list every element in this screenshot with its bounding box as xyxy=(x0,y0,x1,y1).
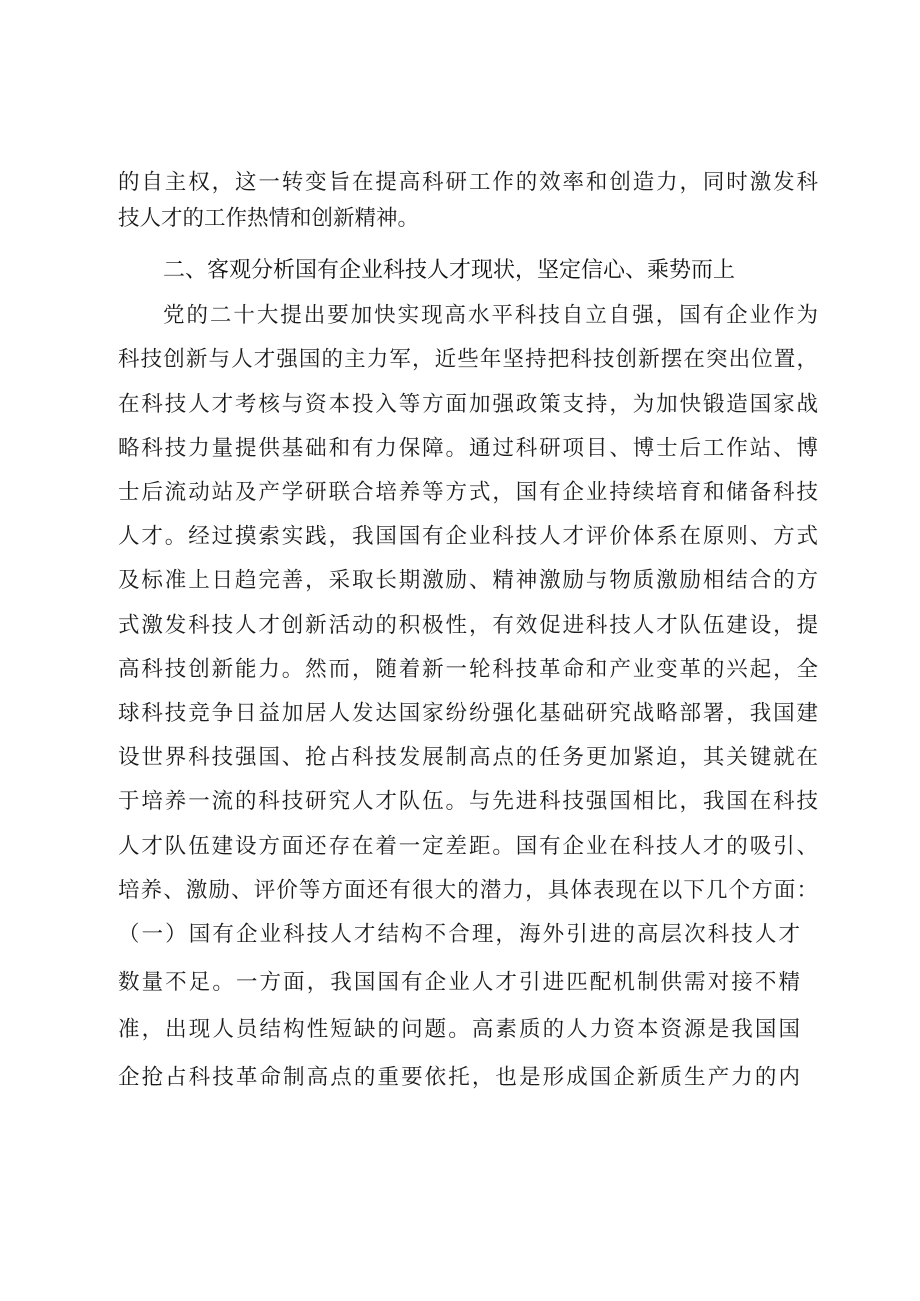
paragraph-line: 及标准上日趋完善，采取长期激励、精神激励与物质激励相结合的方 xyxy=(118,568,818,593)
paragraph-line: 高科技创新能力。然而，随着新一轮科技革命和产业变革的兴起，全 xyxy=(118,657,818,682)
paragraph-line: 士后流动站及产学研联合培养等方式，国有企业持续培育和储备科技 xyxy=(118,480,818,505)
subsection-line: 数量不足。一方面，我国国有企业人才引进匹配机制供需对接不精 xyxy=(118,970,800,995)
paragraph-line: 人才队伍建设方面还存在着一定差距。国有企业在科技人才的吸引、 xyxy=(118,834,818,859)
subsection-line: 准，出现人员结构性短缺的问题。高素质的人力资本资源是我国国 xyxy=(118,1017,800,1042)
continuation-line-1: 的自主权，这一转变旨在提高科研工作的效率和创造力，同时激发科 xyxy=(118,170,818,195)
subsection-line: 企抢占科技革命制高点的重要依托，也是形成国企新质生产力的内 xyxy=(118,1065,800,1090)
section-heading: 二、客观分析国有企业科技人才现状，坚定信心、乘势而上 xyxy=(163,258,736,283)
paragraph-line: 在科技人才考核与资本投入等方面加强政策支持，为加快锻造国家战 xyxy=(118,392,818,417)
paragraph-line: 于培养一流的科技研究人才队伍。与先进科技强国相比，我国在科技 xyxy=(118,789,818,814)
paragraph-line: 式激发科技人才创新活动的积极性，有效促进科技人才队伍建设，提 xyxy=(118,613,818,638)
subsection-line: （一）国有企业科技人才结构不合理，海外引进的高层次科技人才 xyxy=(118,922,800,947)
paragraph-line: 党的二十大提出要加快实现高水平科技自立自强，国有企业作为 xyxy=(163,303,818,328)
paragraph-line: 设世界科技强国、抢占科技发展制高点的任务更加紧迫，其关键就在 xyxy=(118,745,818,770)
paragraph-line: 球科技竞争日益加居人发达国家纷纷强化基础研究战略部署，我国建 xyxy=(118,701,818,726)
paragraph-line: 科技创新与人才强国的主力军，近些年坚持把科技创新摆在突出位置， xyxy=(118,347,818,372)
paragraph-line: 略科技力量提供基础和有力保障。通过科研项目、博士后工作站、博 xyxy=(118,436,818,461)
paragraph-line: 人才。经过摸索实践，我国国有企业科技人才评价体系在原则、方式 xyxy=(118,524,818,549)
paragraph-line: 培养、激励、评价等方面还有很大的潜力，具体表现在以下几个方面： xyxy=(118,878,818,903)
continuation-line-2: 技人才的工作热情和创新精神。 xyxy=(118,206,420,231)
